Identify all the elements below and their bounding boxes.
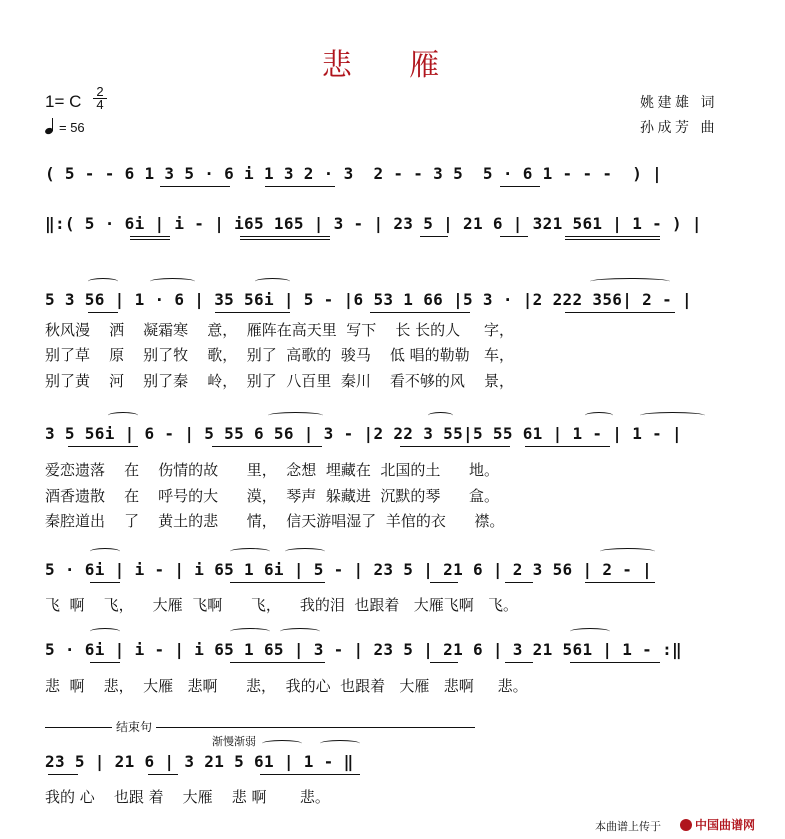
tempo-marking: [45, 118, 85, 135]
beam-underline: [565, 236, 660, 237]
slur-mark: [88, 278, 118, 285]
slur-mark: [570, 628, 610, 635]
beam-underline: [265, 186, 335, 187]
ending-label: 结束句: [112, 718, 156, 735]
beam-underline: [505, 582, 533, 583]
beam-underline: [90, 582, 120, 583]
slur-mark: [230, 548, 270, 555]
time-signature: [93, 86, 107, 111]
score-line-chorus-a: 5 · 6i | i - | i 65 1 6i | 5 - | 23 5 | 21 6 | 2 3 56 | 2 - |: [45, 560, 653, 579]
slur-mark: [255, 278, 290, 285]
beam-underline: [585, 582, 655, 583]
beam-underline: [420, 236, 448, 237]
lyric-chorus-line-b: 悲 啊 悲， 大雁 悲啊 悲， 我的心 也跟着 大雁 悲啊 悲。: [45, 677, 528, 695]
beam-underline: [160, 186, 200, 187]
key-signature: 1= C: [45, 92, 82, 111]
beam-underline: [68, 446, 138, 447]
score-line-verse-a: 5 3 56 | 1 · 6 | 35 56i | 5 - |6 53 1 66 |5 3 · |2 222 356| 2 - |: [45, 290, 692, 309]
lyric-verse2-line-b: 酒香遗散 在 呼号的大 漠， 琴声 躲藏进 沉默的琴 盒。: [45, 487, 499, 505]
slur-mark: [280, 628, 320, 635]
slur-mark: [600, 548, 655, 555]
beam-underline: [400, 446, 510, 447]
time-signature-numerator: 2: [93, 86, 107, 99]
slur-mark: [285, 548, 325, 555]
beam-underline: [130, 236, 170, 237]
slur-mark: [150, 278, 195, 285]
slur-mark: [108, 412, 138, 419]
lyric-verse3-line-a: 别了黄 河 别了秦 岭， 别了 八百里 秦川 看不够的风 景，: [45, 372, 514, 390]
slur-mark: [590, 278, 670, 285]
beam-underline: [505, 662, 533, 663]
beam-underline: [565, 312, 675, 313]
slur-mark: [230, 628, 270, 635]
slur-mark: [585, 412, 613, 419]
beam-underline: [525, 446, 610, 447]
beam-underline: [90, 662, 120, 663]
score-line-chorus-b: 5 · 6i | i - | i 65 1 65 | 3 - | 23 5 | 21 6 | 3 21 561 | 1 - :‖: [45, 640, 682, 659]
slur-mark: [262, 740, 302, 747]
ending-bracket-line: [45, 727, 475, 728]
site-logo[interactable]: [680, 816, 755, 833]
lyric-verse1-line-a: 秋风漫 洒 凝霜寒 意， 雁阵在高天里 写下 长 长的人 字，: [45, 321, 514, 339]
site-logo-icon: [680, 819, 692, 831]
slur-mark: [320, 740, 360, 747]
beam-underline: [260, 774, 360, 775]
beam-underline: [240, 236, 330, 237]
lyric-chorus-line-a: 飞 啊 飞， 大雁 飞啊 飞， 我的泪 也跟着 大雁飞啊 飞。: [45, 596, 519, 614]
lyric-verse2-line-a: 别了草 原 别了牧 歌， 别了 高歌的 骏马 低 唱的勒勒 车，: [45, 346, 514, 364]
lyric-ending-line: 我的 心 也跟 着 大雁 悲 啊 悲。: [45, 788, 330, 806]
lyricist-credit: 姚建雄 词: [640, 95, 718, 111]
beam-underline: [212, 446, 322, 447]
beam-underline: [88, 312, 118, 313]
beam-underline: [240, 239, 330, 240]
slur-mark: [90, 548, 120, 555]
beam-underline: [148, 774, 178, 775]
slur-mark: [640, 412, 705, 419]
lyric-verse3-line-b: 秦腔道出 了 黄土的悲 情， 信天游唱湿了 羊倌的衣 襟。: [45, 512, 505, 530]
lyric-verse1-line-b: 爱恋遗落 在 伤情的故 里， 念想 埋藏在 北国的土 地。: [45, 461, 499, 479]
composer-credit: 孙成芳 曲: [640, 120, 718, 136]
beam-underline: [370, 312, 470, 313]
upload-note: 本曲谱上传于: [595, 820, 661, 833]
beam-underline: [430, 582, 458, 583]
beam-underline: [230, 582, 325, 583]
score-line-verse-b: 3 5 56i | 6 - | 5 55 6 56 | 3 - |2 22 3 55|5 55 61 | 1 - | 1 - |: [45, 424, 682, 443]
time-signature-denominator: 4: [96, 97, 104, 112]
score-line-ending: 23 5 | 21 6 | 3 21 5 61 | 1 - ‖: [45, 752, 354, 771]
beam-underline: [500, 186, 540, 187]
tempo-value: = 56: [59, 120, 85, 135]
beam-underline: [200, 186, 230, 187]
beam-underline: [565, 239, 660, 240]
slur-mark: [268, 412, 323, 419]
beam-underline: [215, 312, 290, 313]
beam-underline: [570, 662, 660, 663]
beam-underline: [48, 774, 78, 775]
site-logo-text: 中国曲谱网: [695, 818, 756, 832]
beam-underline: [500, 236, 528, 237]
slur-mark: [90, 628, 120, 635]
beam-underline: [430, 662, 458, 663]
ritardando-label: 渐慢渐弱: [212, 735, 256, 748]
page-title: 悲 雁: [321, 48, 464, 83]
quarter-note-icon: [45, 118, 55, 134]
score-line-prelude: ‖:( 5 · 6i | i - | i65 165 | 3 - | 23 5 | 21 6 | 321 561 | 1 - ) |: [45, 214, 702, 233]
beam-underline: [130, 239, 170, 240]
score-line-intro: ( 5 - - 6 1 3 5 · 6 i 1 3 2 · 3 2 - - 3 5 5 · 6 1 - - - ) |: [45, 164, 663, 183]
slur-mark: [428, 412, 453, 419]
beam-underline: [230, 662, 325, 663]
